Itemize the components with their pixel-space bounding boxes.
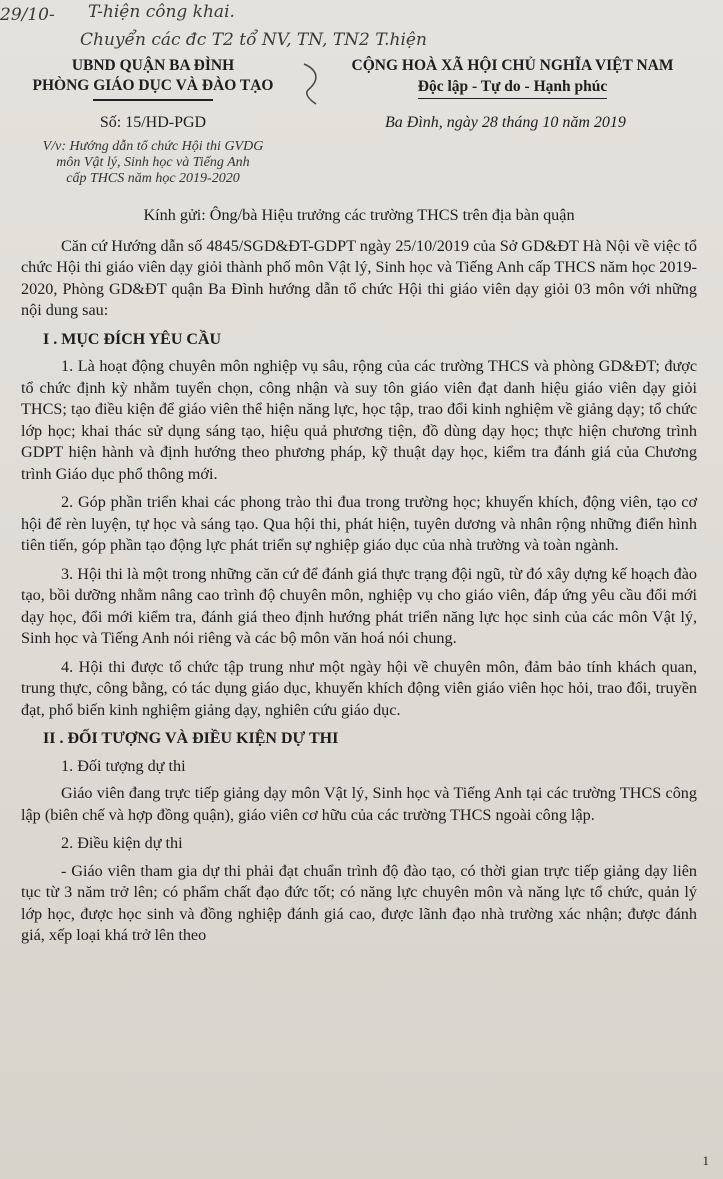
subject-line-3: cấp THCS năm học 2019-2020 (66, 171, 240, 186)
page-number: 1 (702, 1153, 709, 1168)
agency-header (8, 56, 298, 101)
subsection-2-text: - Giáo viên tham gia dự thi phải đạt chuẩn trình độ đào tạo, có thời gian trực tiếp giảng dạy liên tục từ 3 năm trở lên; có phẩm chất đạo đức tốt; có năng lực chuyên môn và năng lực tổ chức, quản lý lớp học, được học sinh và đồng nghiệp đánh giá cao, được lãnh đạo nhà trường xác nhận; được đánh giá, xếp loại khá trở lên theo (21, 861, 697, 944)
section-2-heading: II . ĐỐI TƯỢNG VÀ ĐIỀU KIỆN DỰ THI (43, 730, 339, 747)
section-1-item-4: 4. Hội thi được tổ chức tập trung như một ngày hội về chuyên môn, đảm bảo tính khách quan, trung thực, công bằng, có tác dụng giáo dục, khuyến khích động viên giáo viên học hỏi, trao đổi, truyền đạt, phổ biến kinh nghiệm giảng dạy, nghiên cứu giáo dục. (21, 657, 697, 719)
subsection-1-heading: 1. Đối tượng dự thi (61, 756, 186, 775)
date-line: Ba Đình, ngày 28 tháng 10 năm 2019 (385, 114, 626, 131)
subject-line-1: V/v: Hướng dẫn tổ chức Hội thi GVDG (42, 139, 264, 154)
recipient-line: Kính gửi: Ông/bà Hiệu trưởng các trường THCS trên địa bàn quận (143, 206, 575, 224)
section-1-item-1: 1. Là hoạt động chuyên môn nghiệp vụ sâu, rộng của các trường THCS và phòng GD&ĐT; được tổ chức định kỳ nhằm tuyển chọn, công nhận và suy tôn giáo viên đạt danh hiệu giáo viên dạy giỏi THCS; tạo điều kiện để giáo viên thể hiện năng lực, học tập, trao đổi kinh nghiệm về giảng dạy; tổ chức lớp học; khai thác sử dụng sáng tạo, hiệu quả phương tiện, đồ dùng dạy học; thực hiện chương trình GDPT hiện hành và định hướng theo phương pháp, kỹ thuật dạy học, kiểm tra đánh giá của Chương trình Giáo dục phổ thông mới. (21, 357, 697, 483)
subsection-2-heading: 2. Điều kiện dự thi (61, 834, 183, 852)
handwritten-note-2: Chuyển các đc T2 tổ NV, TN, TN2 T.hiện (80, 30, 427, 50)
agency-line-1: UBND QUẬN BA ĐÌNH (71, 57, 235, 74)
agency-line-2: PHÒNG GIÁO DỤC VÀ ĐÀO TẠO (32, 77, 274, 94)
section-1-item-3: 3. Hội thi là một trong những căn cứ để đánh giá thực trạng đội ngũ, từ đó xây dựng kế hoạch đào tạo, bồi dưỡng nhằm nâng cao trình độ chuyên môn, nghiệp vụ cho giáo viên, đáp ứng yêu cầu đổi mới dạy học, đổi mới kiểm tra, đánh giá theo định hướng phát triển năng lực học sinh của các môn Vật lý, Sinh học và Tiếng Anh nói riêng và các bộ môn văn hoá nói chung. (21, 564, 697, 647)
document-body (21, 205, 697, 954)
document-number: Số: 15/HD-PGD (99, 114, 207, 131)
nation-line-1: CỘNG HOÀ XÃ HỘI CHỦ NGHĨA VIỆT NAM (351, 57, 674, 74)
handwritten-note-1: T-hiện công khai. (88, 2, 235, 22)
subsection-1-text: Giáo viên đang trực tiếp giảng dạy môn Vật lý, Sinh học và Tiếng Anh tại các trường THCS công lập (biên chế và hợp đồng quận), giáo viên cơ hữu của các trường THCS ngoài công lập. (21, 784, 697, 824)
section-1-heading: I . MỤC ĐÍCH YÊU CẦU (43, 330, 222, 348)
handwritten-date: 29/10- (0, 5, 55, 25)
intro-paragraph: Căn cứ Hướng dẫn số 4845/SGD&ĐT-GDPT ngày 25/10/2019 của Sở GD&ĐT Hà Nội về việc tổ chức Hội thi giáo viên dạy giỏi thành phố môn Vật lý, Sinh học và Tiếng Anh cấp THCS năm học 2019-2020, Phòng GD&ĐT quận Ba Đình hướng dẫn tổ chức Hội thi giáo viên dạy giỏi 03 môn với những nội dung sau: (21, 236, 697, 319)
agency-underline (93, 99, 213, 101)
nation-motto: Độc lập - Tự do - Hạnh phúc (418, 76, 607, 99)
subject-line-2: môn Vật lý, Sinh học và Tiếng Anh (56, 155, 250, 170)
nation-header (305, 56, 720, 99)
section-1-item-2: 2. Góp phần triển khai các phong trào thi đua trong trường học; khuyến khích, động viên, tạo cơ hội để rèn luyện, tự học và sáng tạo. Qua hội thi, phát hiện, tuyên dương và nhân rộng những điển hình tiên tiến, góp phần tạo động lực phát triển sự nghiệp giáo dục của nhà trường và toàn ngành. (21, 493, 697, 554)
document-subject (8, 139, 298, 187)
